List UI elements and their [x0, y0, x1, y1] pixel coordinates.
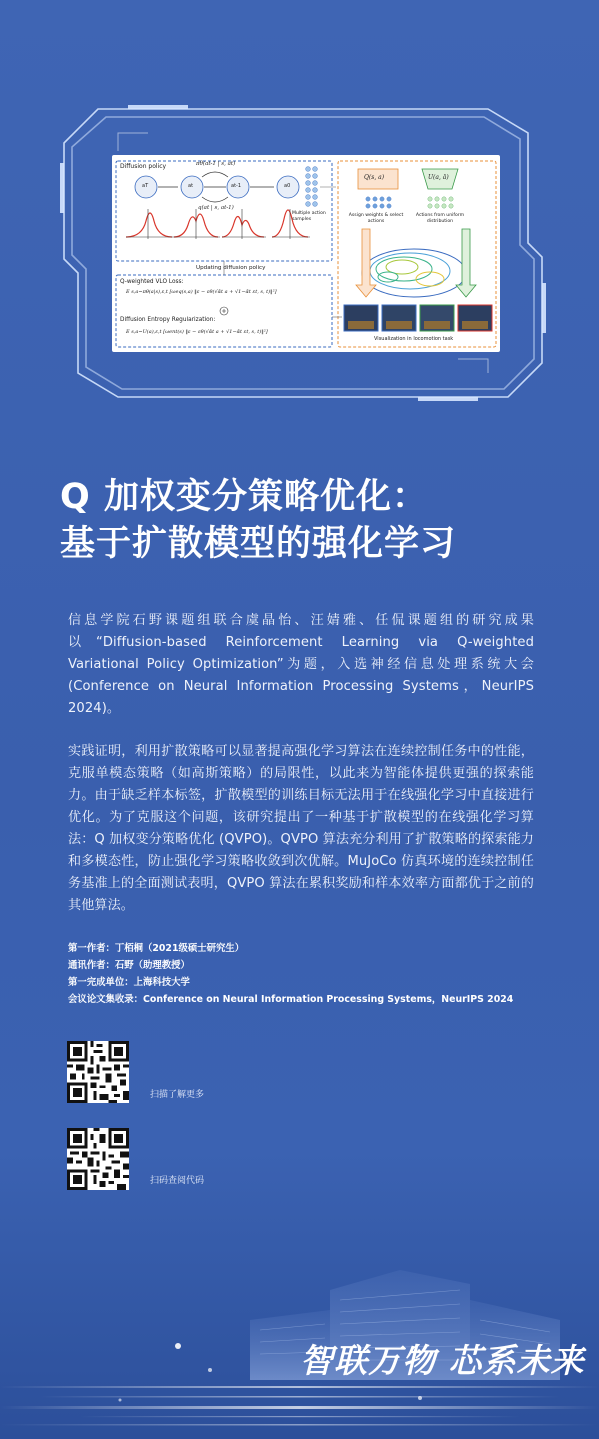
qweighted-loss-label: Q-weighted VLO Loss: — [120, 279, 184, 285]
method-diagram-figure — [112, 155, 500, 352]
intro-paragraph: 信息学院石野课题组联合虞晶怡、汪婧雅、任侃课题组的研究成果以“Diffusion-based Reinforcement Learning via Q-weighted Variational Policy Optimization”为题，入选神经信息处理系统大会(Conference on Neural Information Processing Systems，NeurIPS 2024)。 — [68, 613, 534, 716]
proceedings: 会议论文集收录：Conference on Neural Information Processing Systems，NeurIPS 2024 — [68, 994, 514, 1005]
updating-policy-label: Updating diffusion policy — [196, 265, 266, 271]
qr-code-view-code[interactable] — [67, 1128, 129, 1190]
assign-weights-label: Assign weights & select actions — [348, 213, 404, 224]
node-label: aT — [142, 183, 149, 189]
qr-learn-more-caption: 扫描了解更多 — [150, 1090, 205, 1100]
visualization-label: Visualization in locomotion task — [374, 336, 454, 342]
qr-icon — [67, 1128, 129, 1190]
qr-icon — [67, 1041, 129, 1103]
vlo-formula: E s,a~πθ(a|s),ε,t [ωeq(s,a) ‖ε − εθ(√ᾱt a + √1−ᾱt εt, s, t)‖²] — [126, 289, 277, 295]
reverse-process-label: πθ(at-1 | s, at) — [196, 161, 236, 167]
q-function-label: Q(s, a) — [364, 174, 385, 181]
multiple-samples-label: Multiple action samples — [292, 211, 326, 222]
uniform-dist-label: U(a, ā) — [428, 174, 449, 181]
title-line-2: 基于扩散模型的强化学习 — [60, 524, 457, 564]
credits-block — [68, 940, 548, 1008]
node-label: at — [188, 183, 194, 189]
node-label: at-1 — [231, 183, 242, 189]
entropy-regularization-label: Diffusion Entropy Regularization: — [120, 317, 216, 323]
summary-paragraph: 实践证明，利用扩散策略可以显著提高强化学习算法在连续控制任务中的性能，克服单模态策略（如高斯策略）的局限性，以此来为智能体提供更强的探索能力。由于缺乏样本标签，扩散模型的训练目标无法用于在线强化学习中直接进行优化。为了克服这个问题，该研究提出了一种基于扩散模型的在线强化学习算法：Q 加权变分策略优化 (QVPO)。QVPO 算法充分利用了扩散策略的探索能力和多模态性，防止强化学习策略收敛到次优解。MuJoCo 仿真环境的连续控制任务基准上的全面测试表明，QVPO 算法在累积奖励和样本效率方面都优于之前的其他算法。 — [68, 744, 534, 913]
slogan: 智联万物 芯系未来 — [300, 1341, 585, 1380]
first-author: 第一作者：丁栢桐（2021级硕士研究生） — [68, 943, 245, 954]
qr-code-learn-more[interactable] — [67, 1041, 129, 1103]
forward-process-label: q(at | s, at-1) — [198, 205, 234, 211]
entropy-formula: E s,a~U(a),ε,t [ωent(s) ‖ε − εθ(√ᾱt a + √1−ᾱt εt, s, t)‖²] — [126, 329, 268, 335]
title-line-1: Q 加权变分策略优化： — [60, 477, 428, 517]
actions-uniform-label: Actions from uniform distribution — [415, 213, 465, 224]
node-label: a0 — [284, 183, 291, 189]
qr-view-code-caption: 扫码查阅代码 — [150, 1176, 205, 1186]
corresponding-author: 通讯作者：石野（助理教授） — [68, 960, 190, 971]
first-unit: 第一完成单位：上海科技大学 — [68, 977, 190, 988]
article-title — [60, 474, 580, 568]
diffusion-policy-label: Diffusion policy — [120, 163, 167, 170]
